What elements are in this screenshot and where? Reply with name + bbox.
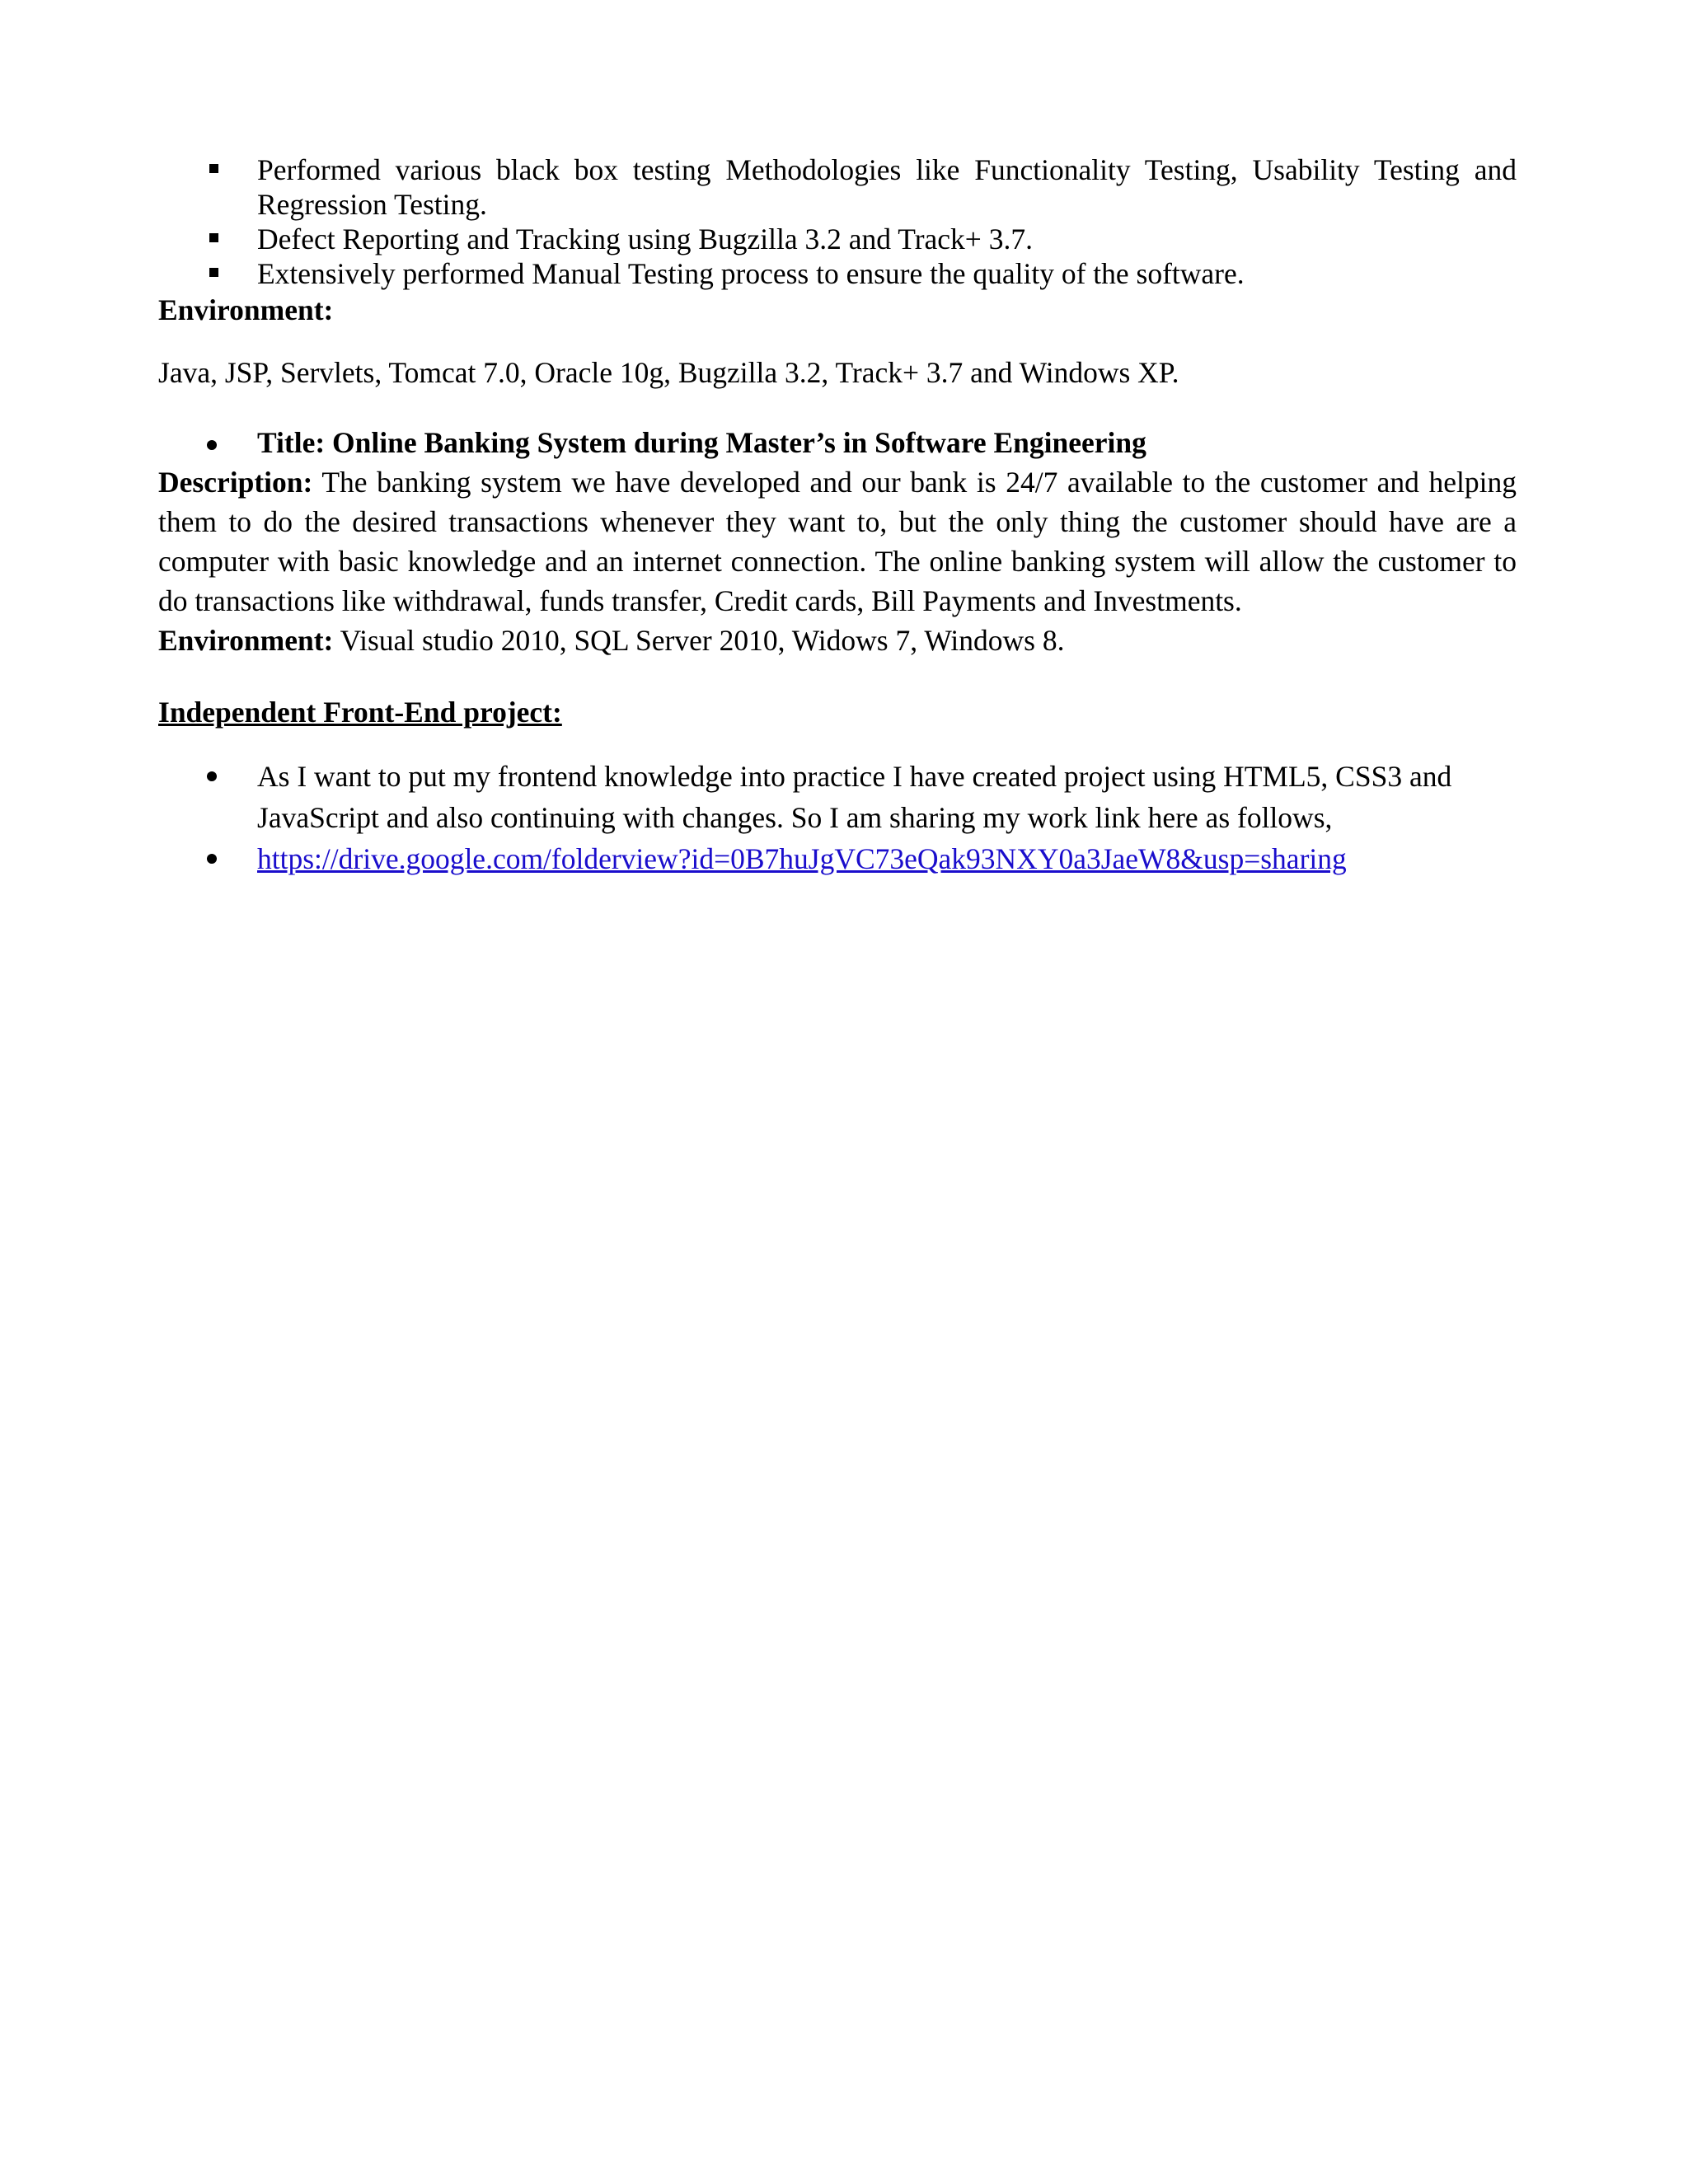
round-bullet-icon — [207, 771, 217, 781]
list-item — [158, 424, 1517, 461]
description-text: The banking system we have developed and our bank is 24/7 available to the customer and helping them to do the desired transactions whenever they want to, but the only thing the customer should have are a computer with basic knowledge and an internet connection. The online banking system will allow the customer to do transactions like withdrawal, funds transfer, Credit cards, Bill Payments and Investments. — [158, 466, 1517, 617]
description-label: Description: — [158, 466, 313, 499]
square-bullet-icon — [209, 233, 218, 242]
list-item — [158, 756, 1517, 838]
environment-value: Visual studio 2010, SQL Server 2010, Widows 7, Windows 8. — [340, 624, 1065, 657]
document-page — [158, 152, 1517, 879]
list-item-text: Extensively performed Manual Testing process to ensure the quality of the software. — [257, 257, 1245, 290]
square-bullet-icon — [209, 164, 218, 173]
project-environment — [158, 621, 1517, 660]
frontend-text: As I want to put my frontend knowledge into practice I have created project using HTML5, CSS3 and JavaScript and also continuing with changes. So I am sharing my work link here as follows, — [257, 760, 1452, 834]
section-heading: Independent Front-End project: — [158, 696, 562, 729]
project-title: Title: Online Banking System during Master’s in Software Engineering — [257, 426, 1146, 459]
round-bullet-icon — [207, 854, 217, 864]
testing-bullet-list — [158, 152, 1517, 291]
list-item — [158, 152, 1517, 222]
work-link[interactable]: https://drive.google.com/folderview?id=0B7huJgVC73eQak93NXY0a3JaeW8&usp=sharing — [257, 842, 1347, 875]
square-bullet-icon — [209, 268, 218, 277]
project-description — [158, 462, 1517, 621]
frontend-bullet-list — [158, 756, 1517, 879]
environment-text: Java, JSP, Servlets, Tomcat 7.0, Oracle 10g, Bugzilla 3.2, Track+ 3.7 and Windows XP. — [158, 356, 1179, 389]
list-item — [158, 256, 1517, 291]
list-item-text: Performed various black box testing Methodologies like Functionality Testing, Usability Testing and Regression Testing. — [257, 153, 1517, 221]
environment-label: Environment: — [158, 624, 334, 657]
project-title-list — [158, 424, 1517, 461]
list-item — [158, 222, 1517, 256]
environment-heading: Environment: — [158, 293, 334, 326]
round-bullet-icon — [207, 440, 217, 450]
list-item — [158, 838, 1517, 879]
list-item-text: Defect Reporting and Tracking using Bugzilla 3.2 and Track+ 3.7. — [257, 223, 1033, 255]
